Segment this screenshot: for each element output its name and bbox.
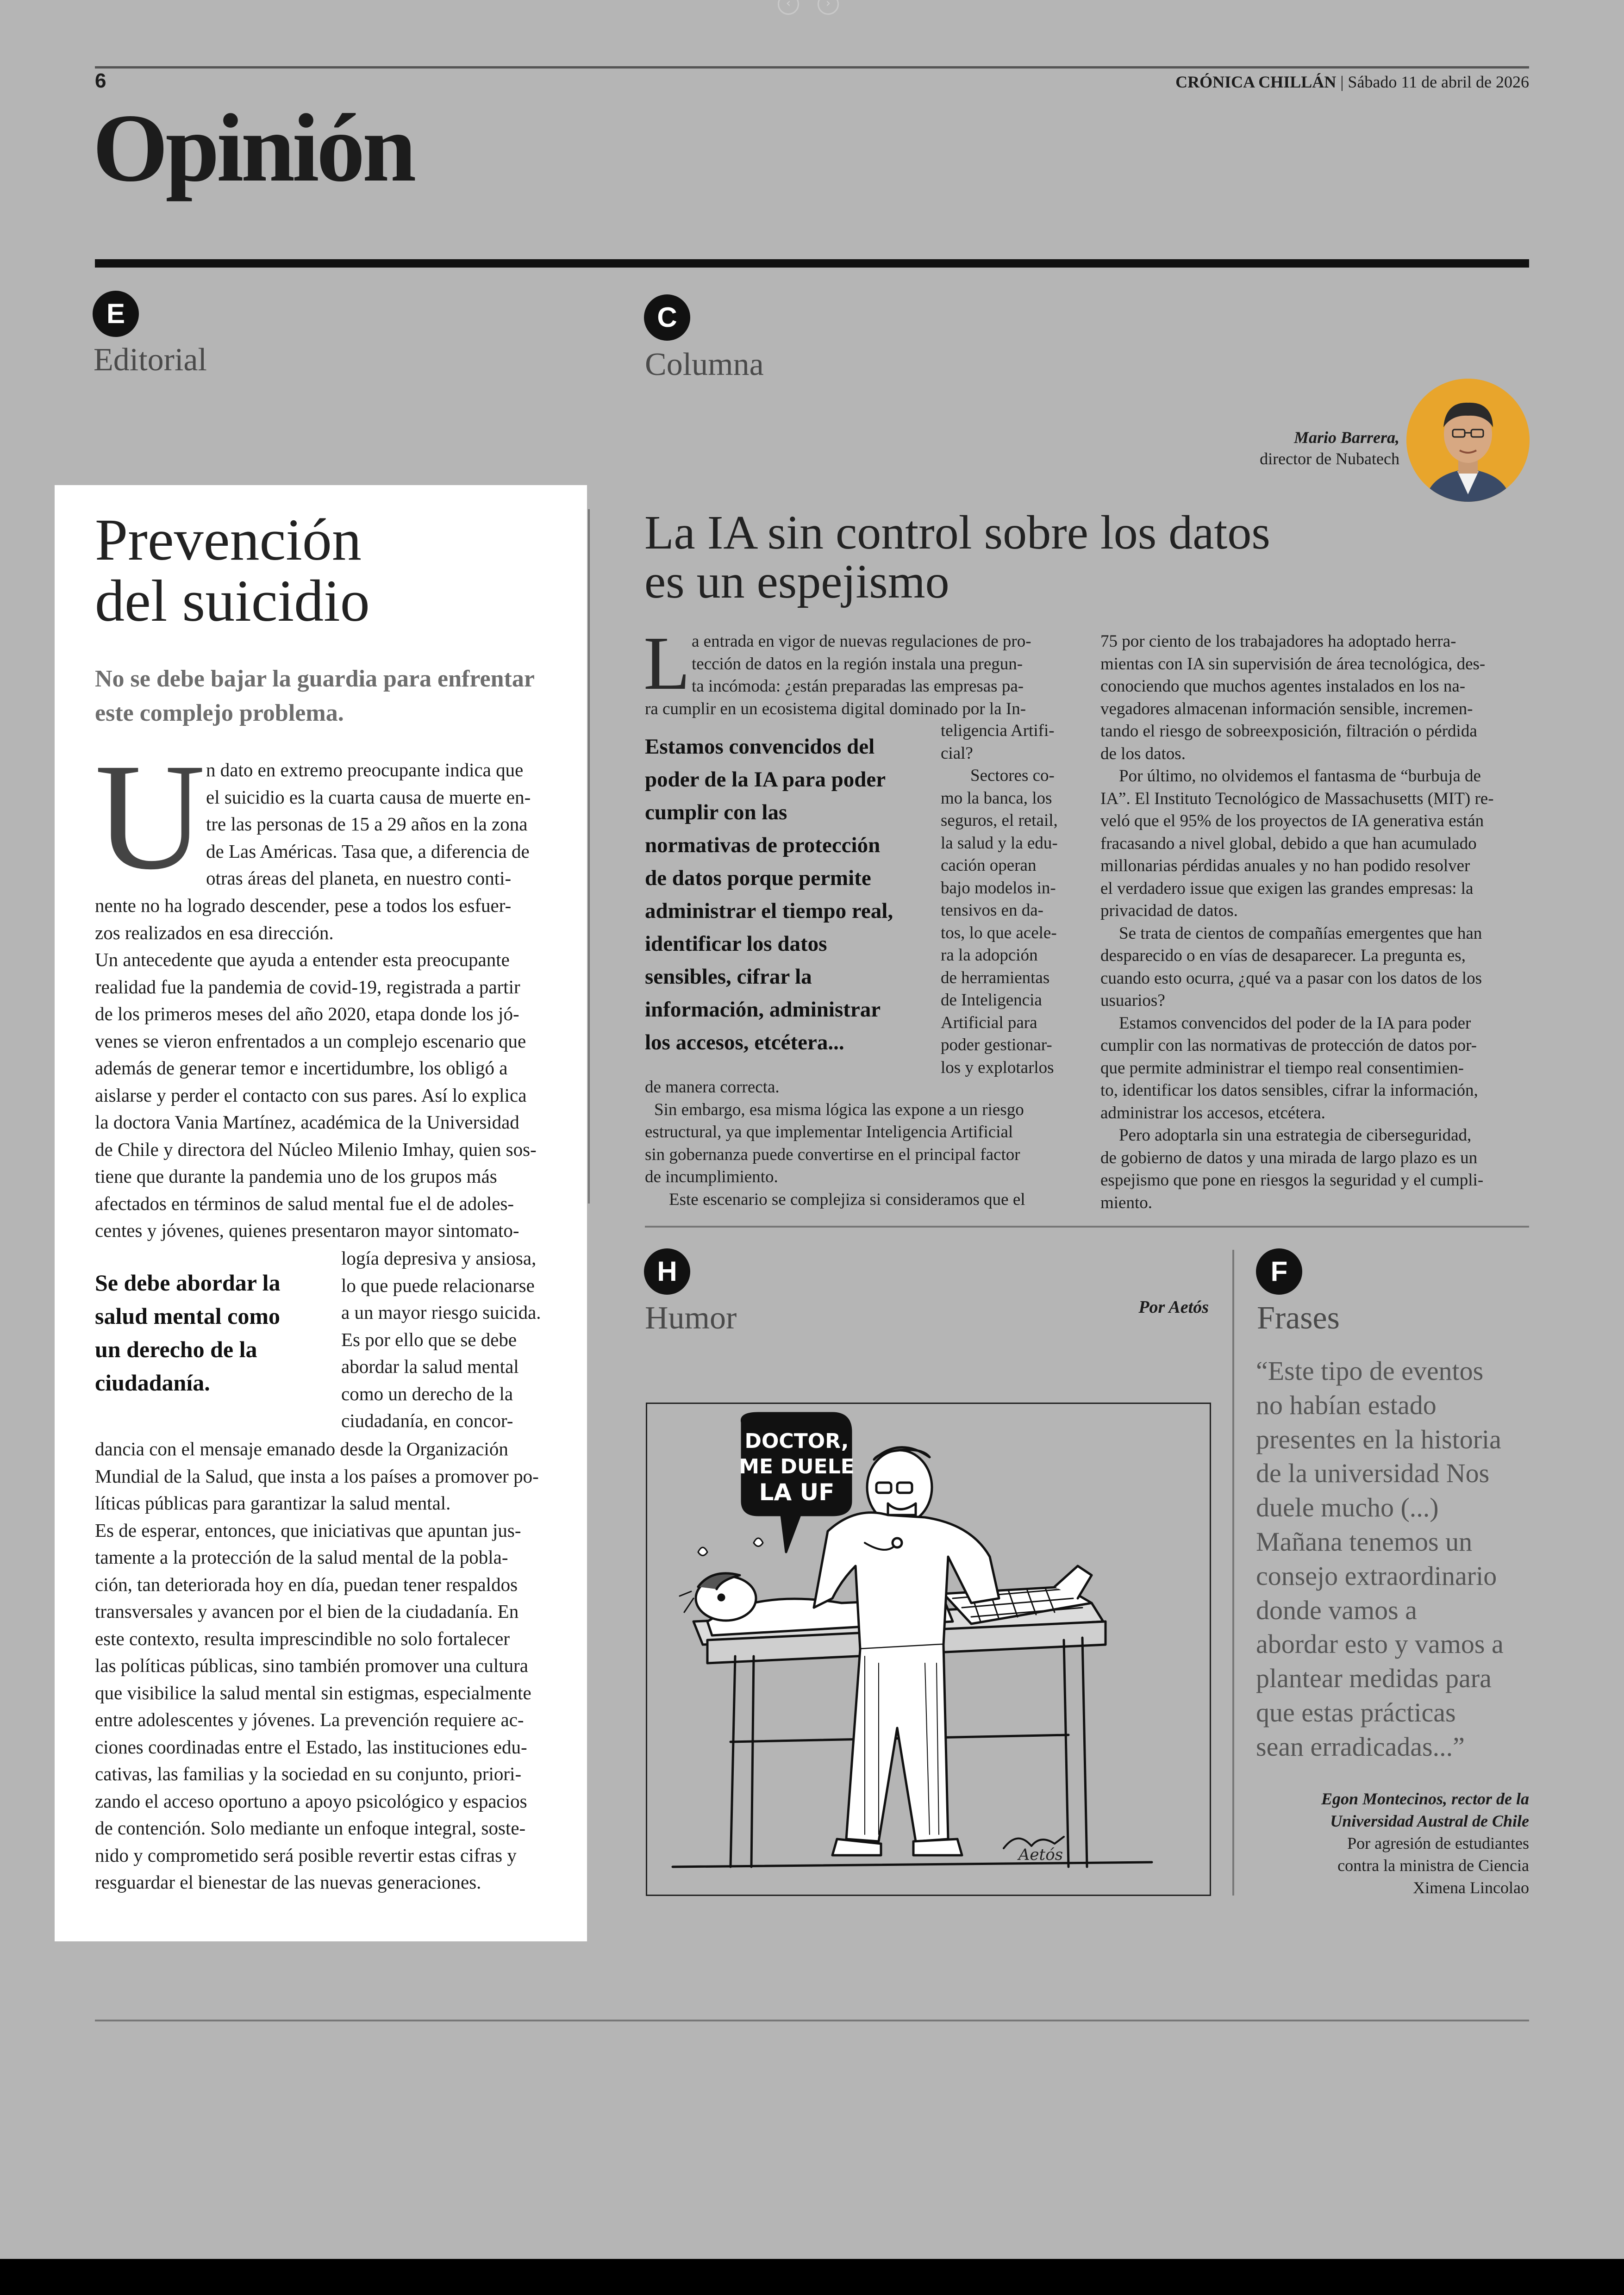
body-line: aislarse y perder el contacto con sus pares. Así lo explica: [95, 1084, 527, 1106]
pull-quote-line: sensibles, cifrar la: [645, 965, 812, 989]
body-line: la doctora Vania Martínez, académica de la Universidad: [95, 1111, 519, 1133]
body-line: Estamos convencidos del poder de la IA para poder: [1119, 1013, 1471, 1033]
publication-name: CRÓNICA CHILLÁN: [1175, 73, 1337, 91]
speech-bubble-line: DOCTOR,: [744, 1429, 849, 1453]
body-line: nido y comprometido será posible revertir estas cifras y: [95, 1844, 517, 1866]
frases-quote: [1256, 1354, 1534, 1764]
humor-label: Humor: [645, 1300, 737, 1336]
body-line: sin gobernanza puede convertirse en el principal factor: [645, 1145, 1020, 1164]
body-line: transversales y avancen por el bien de la ciudadanía. En: [95, 1601, 519, 1622]
column-badge: C: [644, 294, 690, 341]
next-page-icon[interactable]: ›: [818, 0, 839, 15]
body-line: conociendo que muchos agentes instalados en los na-: [1100, 677, 1466, 696]
body-line: ciones coordinadas entre el Estado, las instituciones edu-: [95, 1736, 527, 1758]
body-line: resguardar el bienestar de las nuevas generaciones.: [95, 1871, 481, 1893]
prev-page-icon[interactable]: ‹: [778, 0, 799, 15]
body-line: ra cumplir en un ecosistema digital dominado por la In-: [645, 699, 1026, 718]
body-line: cumplir con las normativas de protección de datos por-: [1100, 1036, 1477, 1055]
body-line: de los primeros meses del año 2020, etapa donde los jó-: [95, 1003, 519, 1024]
pull-quote-line: de datos porque permite: [645, 866, 871, 890]
speech-bubble-line: ME DUELE: [739, 1455, 855, 1478]
body-line: tando el riesgo de sobreexposición, filtración o pérdida: [1100, 722, 1477, 741]
body-line: zos realizados en esa dirección.: [95, 922, 334, 943]
author-name: Mario Barrera,: [1293, 428, 1399, 447]
quote-line: que estas prácticas: [1256, 1697, 1456, 1727]
body-line: como un derecho de la: [341, 1383, 513, 1404]
context-line: contra la ministra de Ciencia: [1337, 1856, 1529, 1875]
body-line: Sin embargo, esa misma lógica las expone a un riesgo: [654, 1100, 1024, 1119]
quote-line: no habían estado: [1256, 1390, 1437, 1420]
body-line: usuarios?: [1100, 991, 1165, 1010]
body-line: a un mayor riesgo suicida.: [341, 1302, 541, 1323]
column-title-line: es un espejismo: [644, 555, 949, 608]
column-bottom-rule: [645, 1226, 1529, 1228]
quote-line: presentes en la historia: [1256, 1424, 1501, 1454]
body-line: Pero adoptarla sin una estrategia de ciberseguridad,: [1119, 1126, 1472, 1145]
column-intro-indented: [692, 630, 1074, 698]
footer-rule: [95, 2020, 1529, 2021]
body-line: fracasando a nivel global, debido a que han acumulado: [1100, 834, 1477, 853]
editorial-subtitle-line: No se debe bajar la guardia para enfrentar: [95, 666, 535, 692]
editorial-title: [95, 507, 370, 634]
body-line: mo la banca, los: [941, 788, 1052, 808]
body-line: vegadores almacenan información sensible, incremen-: [1100, 699, 1473, 718]
frases-label: Frases: [1257, 1300, 1340, 1336]
editorial-subtitle-line: este complejo problema.: [95, 700, 344, 726]
frases-context: [1337, 1832, 1529, 1899]
pull-quote-line: Estamos convencidos del: [645, 735, 875, 759]
body-line: teligencia Artifi-: [941, 721, 1055, 740]
column-dropcap: L: [643, 621, 690, 705]
body-line: dancia con el mensaje emanado desde la Organización: [95, 1438, 508, 1459]
body-line: 75 por ciento de los trabajadores ha adoptado herra-: [1100, 632, 1456, 651]
body-line: IA”. El Instituto Tecnológico de Massachusetts (MIT) re-: [1100, 789, 1494, 808]
body-line: Artificial para: [941, 1013, 1037, 1032]
pull-quote-line: poder de la IA para poder: [645, 767, 886, 792]
context-line: Por agresión de estudiantes: [1347, 1834, 1529, 1852]
pull-quote-line: Se debe abordar la: [95, 1270, 281, 1296]
body-line: desparecido o en vías de desaparecer. La pregunta es,: [1100, 946, 1466, 965]
body-line: de manera correcta.: [645, 1078, 780, 1097]
context-line: Ximena Lincolao: [1413, 1878, 1529, 1897]
body-line: tre las personas de 15 a 29 años en la zona: [206, 813, 528, 835]
pull-quote-line: identificar los datos: [645, 932, 827, 956]
pull-quote-line: ciudadanía.: [95, 1370, 210, 1396]
body-line: los y explotarlos: [941, 1058, 1054, 1077]
author-avatar: [1406, 379, 1530, 502]
page-nav: [778, 0, 847, 17]
column-right-text: [1100, 630, 1529, 1214]
body-line: poder gestionar-: [941, 1035, 1052, 1054]
body-line: cación operan: [941, 856, 1037, 875]
body-line: Es por ello que se debe: [341, 1328, 517, 1350]
body-line: Sectores co-: [970, 766, 1055, 785]
body-line: n dato en extremo preocupante indica que: [206, 759, 524, 780]
body-line: de contención. Solo mediante un enfoque integral, soste-: [95, 1817, 526, 1839]
body-line: las políticas públicas, sino también promover una cultura: [95, 1655, 528, 1676]
publication-date: | Sábado 11 de abril de 2026: [1340, 73, 1529, 91]
body-line: de los datos.: [1100, 744, 1186, 763]
body-line: de gobierno de datos y una mirada de largo plazo es un: [1100, 1148, 1478, 1167]
pull-quote-line: normativas de protección: [645, 833, 881, 857]
body-line: de incumplimiento.: [645, 1167, 778, 1186]
column-intro-full: [645, 698, 1074, 721]
column-divider: [588, 509, 590, 1204]
header-rule: [95, 66, 1529, 69]
body-line: to, identificar los datos sensibles, cifrar la información,: [1100, 1081, 1478, 1100]
quote-line: plantear medidas para: [1256, 1663, 1492, 1694]
editorial-body-bottom: [95, 1435, 554, 1896]
editorial-subtitle: [95, 662, 558, 730]
body-line: de Inteligencia: [941, 991, 1042, 1010]
body-line: Este escenario se complejiza si consideramos que el: [669, 1190, 1025, 1209]
section-title: Opinión: [93, 94, 414, 202]
quote-line: donde vamos a: [1256, 1595, 1417, 1625]
author-role: director de Nubatech: [1260, 449, 1399, 468]
quote-line: abordar esto y vamos a: [1256, 1629, 1504, 1659]
body-line: la salud y la edu-: [941, 833, 1058, 853]
body-line: mientas con IA sin supervisión de área tecnológica, des-: [1100, 654, 1486, 674]
column-title: [644, 508, 1524, 606]
column-narrow-text: [941, 720, 1074, 1079]
body-line: además de generar temor e incertidumbre, los obligó a: [95, 1057, 508, 1079]
body-line: miento.: [1100, 1193, 1153, 1212]
quote-line: “Este tipo de eventos: [1256, 1356, 1484, 1386]
pull-quote-line: administrar el tiempo real,: [645, 899, 893, 923]
pull-quote-line: cumplir con las: [645, 800, 787, 824]
body-line: entre adolescentes y jóvenes. La prevención requiere ac-: [95, 1709, 524, 1730]
body-line: líticas públicas para garantizar la salud mental.: [95, 1492, 451, 1514]
body-line: que visibilice la salud mental sin estigmas, especialmente: [95, 1682, 531, 1703]
body-line: administrar los accesos, etcétera.: [1100, 1103, 1325, 1123]
pull-quote-line: los accesos, etcétera...: [645, 1030, 844, 1054]
body-line: centes y jóvenes, quienes presentaron mayor sintomato-: [95, 1220, 519, 1241]
body-line: venes se vieron enfrentados a un complejo escenario que: [95, 1030, 526, 1052]
body-line: de Las Américas. Tasa que, a diferencia de: [206, 840, 530, 862]
body-line: Por último, no olvidemos el fantasma de “burbuja de: [1119, 767, 1481, 786]
body-line: otras áreas del planeta, en nuestro conti-: [206, 867, 512, 889]
section-rule: [95, 259, 1529, 268]
pull-quote-line: un derecho de la: [95, 1336, 257, 1362]
body-line: Es de esperar, entonces, que iniciativas que apuntan jus-: [95, 1519, 521, 1541]
frases-divider: [1232, 1250, 1234, 1896]
body-line: cuando esto ocurra, ¿qué va a pasar con los datos de los: [1100, 968, 1482, 988]
editorial-badge: E: [93, 291, 139, 337]
body-line: bajo modelos in-: [941, 878, 1056, 898]
quote-line: duele mucho (...): [1256, 1492, 1439, 1523]
quote-line: sean erradicadas...”: [1256, 1731, 1465, 1762]
body-line: que permite administrar el tiempo real consentimien-: [1100, 1058, 1464, 1078]
editorial-dropcap: U: [95, 732, 206, 901]
attribution-line: Egon Montecinos, rector de la: [1321, 1790, 1529, 1808]
body-line: estructural, ya que implementar Inteligencia Artificial: [645, 1123, 1013, 1141]
body-line: Un antecedente que ayuda a entender esta preocupante: [95, 949, 510, 970]
body-line: ciudadanía, en concor-: [341, 1410, 513, 1431]
cartoon-signature: Aetós: [1018, 1846, 1063, 1864]
column-label: Columna: [645, 347, 764, 382]
quote-line: de la universidad Nos: [1256, 1458, 1490, 1489]
body-line: millonarias pérdidas anuales y no han podido resolver: [1100, 856, 1470, 875]
pull-quote-line: salud mental como: [95, 1303, 280, 1329]
quote-line: consejo extraordinario: [1256, 1560, 1497, 1591]
frases-attribution: [1321, 1788, 1529, 1832]
body-line: privacidad de datos.: [1100, 901, 1238, 920]
editorial-body-mid: [95, 892, 554, 1244]
attribution-line: Universidad Austral de Chile: [1330, 1812, 1529, 1830]
body-line: a entrada en vigor de nuevas regulaciones de pro-: [692, 632, 1031, 651]
speech-bubble-line: LA UF: [759, 1479, 835, 1506]
quote-line: Mañana tenemos un: [1256, 1526, 1473, 1557]
body-line: abordar la salud mental: [341, 1356, 519, 1377]
body-line: Mundial de la Salud, que insta a los países a promover po-: [95, 1465, 539, 1487]
body-line: cativas, las familias y la sociedad en su conjunto, priori-: [95, 1763, 522, 1784]
body-line: lo que puede relacionarse: [341, 1274, 535, 1296]
body-line: ra la adopción: [941, 946, 1038, 965]
column-pull-quote: [645, 730, 932, 1059]
column-title-line: La IA sin control sobre los datos: [644, 506, 1270, 559]
editorial-title-line: Prevención: [95, 507, 362, 573]
humor-badge: H: [644, 1248, 690, 1295]
body-line: nente no ha logrado descender, pese a todos los esfuer-: [95, 895, 512, 916]
humor-byline: Por Aetós: [1138, 1297, 1209, 1317]
body-line: Se trata de cientos de compañías emergentes que han: [1119, 923, 1482, 943]
body-line: el suicidio es la cuarta causa de muerte en-: [206, 786, 531, 808]
body-line: zando el acceso oportuno a apoyo psicológico y espacios: [95, 1790, 527, 1812]
body-line: logía depresiva y ansiosa,: [341, 1247, 537, 1269]
body-line: seguros, el retail,: [941, 811, 1058, 830]
column-left-end: [645, 1076, 1074, 1211]
humor-cartoon: [646, 1403, 1211, 1896]
frases-badge: F: [1256, 1248, 1302, 1295]
body-line: ta incómoda: ¿están preparadas las empresas pa-: [692, 677, 1024, 696]
body-line: el verdadero issue que exigen las grandes empresas: la: [1100, 879, 1474, 898]
editorial-title-line: del suicidio: [95, 568, 370, 634]
bottom-bar: [0, 2259, 1624, 2295]
body-line: cial?: [941, 743, 973, 763]
body-line: tensivos en da-: [941, 901, 1043, 920]
body-line: de herramientas: [941, 968, 1050, 987]
body-line: este contexto, resulta imprescindible no solo fortalecer: [95, 1628, 510, 1649]
editorial-pull-quote: [95, 1266, 326, 1399]
body-line: tección de datos en la región instala una pregun-: [692, 654, 1023, 674]
body-line: afectados en términos de salud mental fue el de adoles-: [95, 1192, 514, 1214]
editorial-body-narrow: [341, 1245, 554, 1434]
editorial-body-top: [206, 756, 554, 892]
body-line: de Chile y directora del Núcleo Milenio Imhay, quien sos-: [95, 1138, 537, 1160]
page-number: 6: [95, 69, 106, 92]
editorial-label: Editorial: [94, 342, 207, 378]
body-line: veló que el 95% de los proyectos de IA generativa están: [1100, 811, 1484, 830]
body-line: realidad fue la pandemia de covid-19, registrada a partir: [95, 976, 520, 998]
pull-quote-line: información, administrar: [645, 998, 881, 1022]
cartoon-drawing: [647, 1404, 1210, 1895]
body-line: tiene que durante la pandemia uno de los grupos más: [95, 1166, 497, 1187]
body-line: tos, lo que acele-: [941, 923, 1057, 942]
body-line: tamente a la protección de la salud mental de la pobla-: [95, 1547, 508, 1568]
publication-info: [1175, 72, 1529, 92]
body-line: espejismo que pone en riesgos la seguridad y el cumpli-: [1100, 1171, 1484, 1190]
body-line: ción, tan deteriorada hoy en día, puedan tener respaldos: [95, 1573, 518, 1595]
